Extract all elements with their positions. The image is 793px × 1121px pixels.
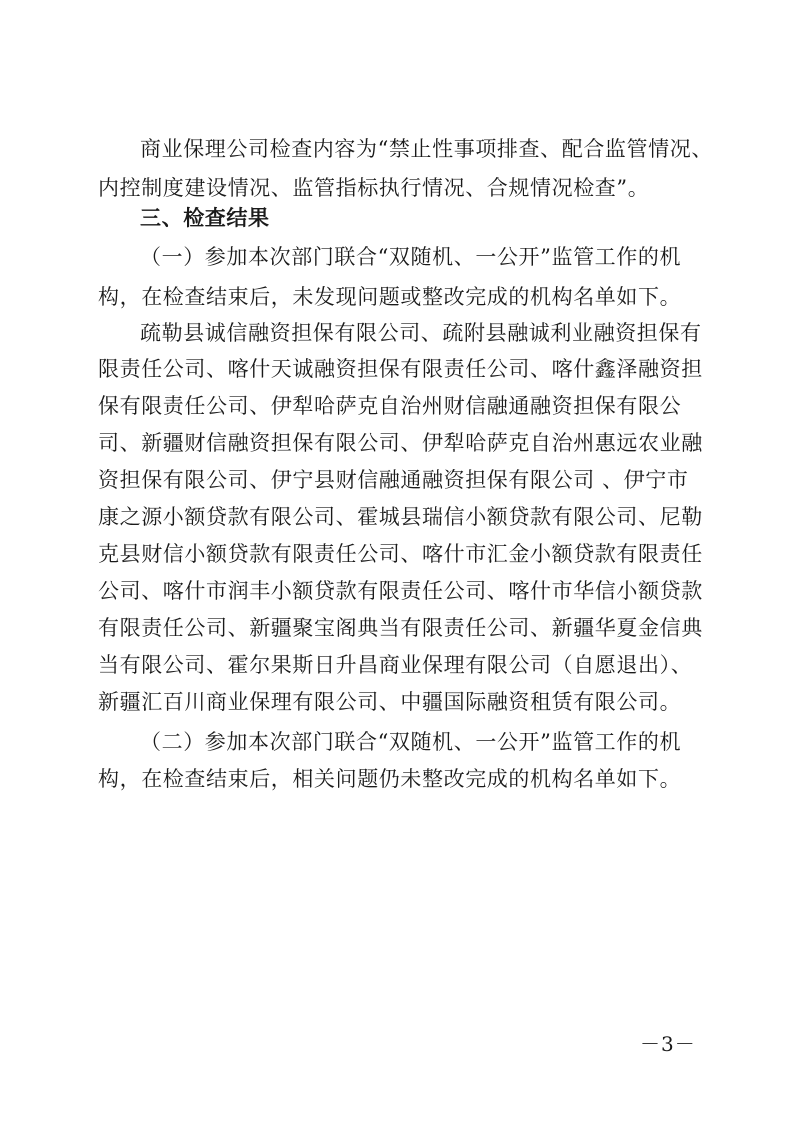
paragraph-line: 康之源小额贷款有限公司、霍城县瑞信小额贷款有限公司、尼勒	[98, 505, 703, 529]
paragraph-line: 公司、喀什市润丰小额贷款有限责任公司、喀什市华信小额贷款	[98, 579, 703, 603]
paragraph-line: 当有限公司、霍尔果斯日升昌商业保理有限公司（自愿退出）、	[98, 653, 693, 677]
paragraph-line: 限责任公司、喀什天诚融资担保有限责任公司、喀什鑫泽融资担	[98, 357, 703, 381]
paragraph-line: 疏勒县诚信融资担保有限公司、疏附县融诚利业融资担保有	[140, 321, 702, 345]
paragraph-line: 克县财信小额贷款有限责任公司、喀什市汇金小额贷款有限责任	[98, 542, 703, 566]
paragraph-line: 构，在检查结束后，未发现问题或整改完成的机构名单如下。	[98, 285, 682, 309]
paragraph-line: 新疆汇百川商业保理有限公司、中疆国际融资租赁有限公司。	[98, 690, 682, 714]
paragraph-line: 资担保有限公司、伊宁县财信融通融资担保有限公司 、伊宁市	[98, 468, 689, 492]
paragraph-line: 保有限责任公司、伊犁哈萨克自治州财信融通融资担保有限公	[98, 394, 682, 418]
paragraph-line: 司、新疆财信融资担保有限公司、伊犁哈萨克自治州惠远农业融	[98, 431, 703, 455]
page-number: －3－	[640, 1032, 696, 1056]
paragraph-line: 构，在检查结束后，相关问题仍未整改完成的机构名单如下。	[98, 767, 682, 791]
paragraph-line: 内控制度建设情况、监管指标执行情况、合规情况检查”。	[98, 176, 650, 200]
paragraph-line: 商业保理公司检查内容为“禁止性事项排查、配合监管情况、	[140, 137, 713, 161]
paragraph-line: （一）参加本次部门联合“双随机、一公开”监管工作的机	[140, 245, 682, 269]
paragraph-line: 有限责任公司、新疆聚宝阁典当有限责任公司、新疆华夏金信典	[98, 616, 703, 640]
paragraph-line: （二）参加本次部门联合“双随机、一公开”监管工作的机	[140, 730, 682, 754]
section-heading: 三、检查结果	[140, 206, 270, 230]
